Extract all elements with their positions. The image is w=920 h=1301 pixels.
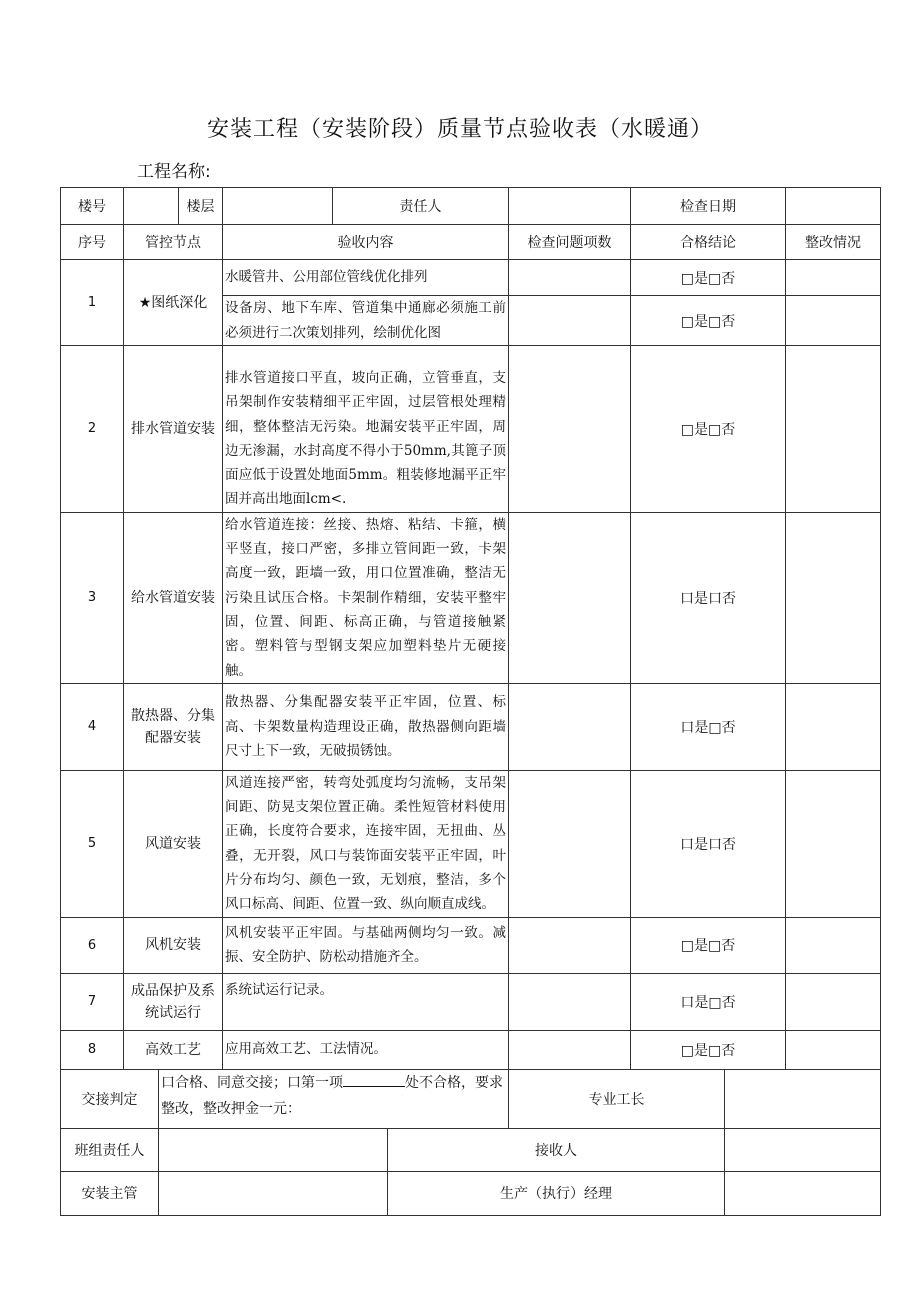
control-node-cell: 给水管道安装 — [124, 512, 223, 683]
seq-cell: 8 — [61, 1030, 124, 1069]
table-row — [61, 973, 881, 1030]
content-cell: 散热器、分集配器安装平正牢固，位置、标高、卡架数量构造理设正确，散热器侧向距墙尺寸上下一致，无破损锈蚀。 — [223, 683, 509, 770]
content-cell: 风道连接严密，转弯处弧度均匀流畅，支吊架间距、防晃支架位置正确。柔性短管材料使用正确，长度符合要求，连接牢固，无扭曲、丛叠，无开裂，风口与装饰面安装平正牢固，叶片分布均匀、颜色一致，无划痕，整洁，多个风口标高、间距、位置一致、纵向顺直成线。 — [223, 770, 509, 917]
issues-header: 检查问题项数 — [509, 225, 631, 260]
table-row — [61, 1030, 881, 1069]
responsible-label: 责任人 — [333, 188, 509, 225]
fill-blank-line[interactable] — [343, 1072, 405, 1087]
handover-text-a: 口合格、同意交接；口第一项 — [161, 1074, 343, 1091]
install-supervisor-value[interactable] — [159, 1171, 388, 1215]
table-row — [61, 683, 881, 770]
control-node-cell: 成品保护及系统试运行 — [124, 973, 223, 1030]
receiver-label: 接收人 — [388, 1128, 725, 1171]
issues-cell[interactable] — [509, 1030, 631, 1069]
floor-value[interactable] — [223, 188, 333, 225]
conclusion-checkbox[interactable]: □是□否 — [631, 346, 786, 513]
conclusion-checkbox[interactable]: 口是口否 — [631, 770, 786, 917]
building-label: 楼号 — [61, 188, 124, 225]
seq-cell: 7 — [61, 973, 124, 1030]
rectify-cell[interactable] — [786, 346, 881, 513]
table-row — [61, 346, 881, 513]
acceptance-table — [60, 187, 881, 1216]
rectify-cell[interactable] — [786, 296, 881, 346]
issues-cell[interactable] — [509, 973, 631, 1030]
control-node-cell: 散热器、分集配器安装 — [124, 683, 223, 770]
content-cell: 水暖管井、公用部位管线优化排列 — [223, 260, 509, 296]
content-cell: 给水管道连接：丝接、热熔、粘结、卡箍，横平竖直，接口严密，多排立管间距一致，卡架高度一致，距墙一致，用口位置准确，整洁无污染且试压合格。卡架制作精细，安装平整牢固，位置、间距、标高正确，与管道接触紧密。塑料管与型钢支架应加塑料垫片无硬接触。 — [223, 512, 509, 683]
project-name-label: 工程名称: — [137, 162, 211, 182]
building-value[interactable] — [124, 188, 179, 225]
issues-cell[interactable] — [509, 346, 631, 513]
rectify-cell[interactable] — [786, 973, 881, 1030]
rectify-cell[interactable] — [786, 770, 881, 917]
inspection-date-label: 检查日期 — [631, 188, 786, 225]
control-node-cell: 风机安装 — [124, 917, 223, 973]
handover-label: 交接判定 — [61, 1069, 159, 1128]
table-row — [61, 917, 881, 973]
production-manager-label: 生产（执行）经理 — [388, 1171, 725, 1215]
rectify-cell[interactable] — [786, 260, 881, 296]
seq-cell: 3 — [61, 512, 124, 683]
conclusion-checkbox[interactable]: □是□否 — [631, 296, 786, 346]
page-title: 安装工程（安装阶段）质量节点验收表（水暖通） — [206, 117, 713, 142]
table-row — [61, 260, 881, 296]
issues-cell[interactable] — [509, 512, 631, 683]
table-row — [61, 770, 881, 917]
foreman-value[interactable] — [725, 1069, 881, 1128]
rectify-cell[interactable] — [786, 1030, 881, 1069]
header-row-1 — [61, 188, 881, 225]
handover-row — [61, 1069, 881, 1128]
conclusion-checkbox[interactable]: □是□否 — [631, 1030, 786, 1069]
control-node-cell: 排水管道安装 — [124, 346, 223, 513]
content-cell: 应用高效工艺、工法情况。 — [223, 1030, 509, 1069]
conclusion-checkbox[interactable]: □是□否 — [631, 260, 786, 296]
floor-label: 楼层 — [179, 188, 223, 225]
receiver-value[interactable] — [725, 1128, 881, 1171]
control-node-cell: 风道安装 — [124, 770, 223, 917]
content-cell: 风机安装平正牢固。与基础两侧均匀一致。减振、安全防护、防松动措施齐全。 — [223, 917, 509, 973]
conclusion-checkbox[interactable]: 口是□否 — [631, 683, 786, 770]
handover-judgement-cell[interactable] — [159, 1069, 509, 1128]
conclusion-header: 合格结论 — [631, 225, 786, 260]
issues-cell[interactable] — [509, 260, 631, 296]
content-cell: 设备房、地下车库、管道集中通廊必须施工前必须进行二次策划排列，绘制优化图 — [223, 296, 509, 346]
content-cell: 排水管道接口平直，坡向正确，立管垂直，支吊架制作安装精细平正牢固，过层管根处理精细，整体整洁无污染。地漏安装平正牢固，周边无渗漏，水封高度不得小于50mm,其篦子顶面应低于设置处地面5mm。粗装修地漏平正牢固并高出地面lcm<. — [223, 346, 509, 513]
issues-cell[interactable] — [509, 770, 631, 917]
issues-cell[interactable] — [509, 683, 631, 770]
header-row-2 — [61, 225, 881, 260]
team-leader-value[interactable] — [159, 1128, 388, 1171]
team-leader-label: 班组责任人 — [61, 1128, 159, 1171]
table-row — [61, 512, 881, 683]
rectify-cell[interactable] — [786, 512, 881, 683]
rectify-cell[interactable] — [786, 683, 881, 770]
production-manager-value[interactable] — [725, 1171, 881, 1215]
conclusion-checkbox[interactable]: 口是口否 — [631, 512, 786, 683]
issues-cell[interactable] — [509, 296, 631, 346]
rectify-cell[interactable] — [786, 917, 881, 973]
control-node-cell: 高效工艺 — [124, 1030, 223, 1069]
seq-cell: 4 — [61, 683, 124, 770]
handover-text-b: 处不合格，要求整改，整改押金一元： — [161, 1074, 503, 1117]
node-header: 管控节点 — [124, 225, 223, 260]
issues-cell[interactable] — [509, 917, 631, 973]
responsible-value[interactable] — [509, 188, 631, 225]
conclusion-checkbox[interactable]: 口是□否 — [631, 973, 786, 1030]
seq-cell: 1 — [61, 260, 124, 346]
rectify-header: 整改情况 — [786, 225, 881, 260]
inspection-date-value[interactable] — [786, 188, 881, 225]
seq-header: 序号 — [61, 225, 124, 260]
install-supervisor-label: 安装主管 — [61, 1171, 159, 1215]
signoff-row — [61, 1171, 881, 1215]
control-node-cell: ★图纸深化 — [124, 260, 223, 346]
content-header: 验收内容 — [223, 225, 509, 260]
signoff-row — [61, 1128, 881, 1171]
seq-cell: 2 — [61, 346, 124, 513]
seq-cell: 6 — [61, 917, 124, 973]
content-cell: 系统试运行记录。 — [223, 973, 509, 1030]
seq-cell: 5 — [61, 770, 124, 917]
foreman-label: 专业工长 — [509, 1069, 725, 1128]
conclusion-checkbox[interactable]: □是□否 — [631, 917, 786, 973]
